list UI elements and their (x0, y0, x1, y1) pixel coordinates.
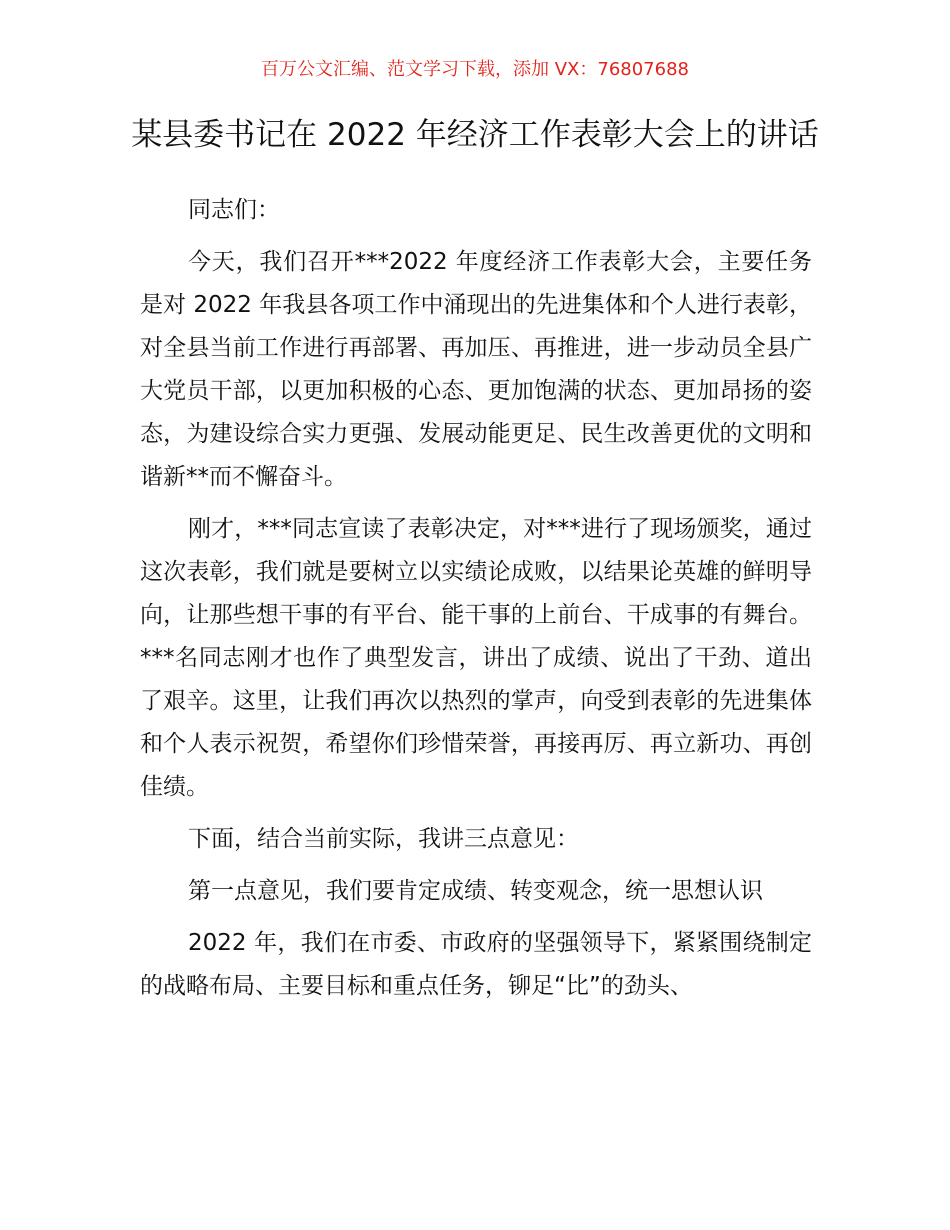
transition-paragraph: 下面，结合当前实际，我讲三点意见： (188, 826, 579, 852)
document-body (140, 189, 812, 1017)
commendation-paragraph: 刚才，***同志宣读了表彰决定，对***进行了现场颁奖，通过这次表彰，我们就是要树立以实绩论成败，以结果论英雄的鲜明导向，让那些想干事的有平台、能干事的上前台、干成事的有舞台。***名同志刚才也作了典型发言，讲出了成绩、说出了干劲、道出了艰辛。这里，让我们再次以热烈的掌声，向受到表彰的先进集体和个人表示祝贺，希望你们珍惜荣誉，再接再厉、再立新功、再创佳绩。 (140, 516, 812, 800)
body-paragraph: 2022 年，我们在市委、市政府的坚强领导下，紧紧围绕制定的战略布局、主要目标和重点任务，铆足“比”的劲头、 (140, 930, 812, 999)
download-notice-header: 百万公文汇编、范文学习下载，添加 VX：76807688 (261, 59, 689, 80)
intro-paragraph: 今天，我们召开***2022 年度经济工作表彰大会，主要任务是对 2022 年我县各项工作中涌现出的先进集体和个人进行表彰，对全县当前工作进行再部署、再加压、再推进，进一步动员全县广大党员干部，以更加积极的心态、更加饱满的状态、更加昂扬的姿态，为建设综合实力更强、发展动能更足、民生改善更优的文明和谐新**而不懈奋斗。 (140, 249, 812, 490)
section-heading-paragraph: 第一点意见，我们要肯定成绩、转变观念，统一思想认识 (188, 878, 763, 904)
salutation-paragraph: 同志们： (188, 197, 280, 223)
document-title: 某县委书记在 2022 年经济工作表彰大会上的讲话 (131, 117, 819, 153)
